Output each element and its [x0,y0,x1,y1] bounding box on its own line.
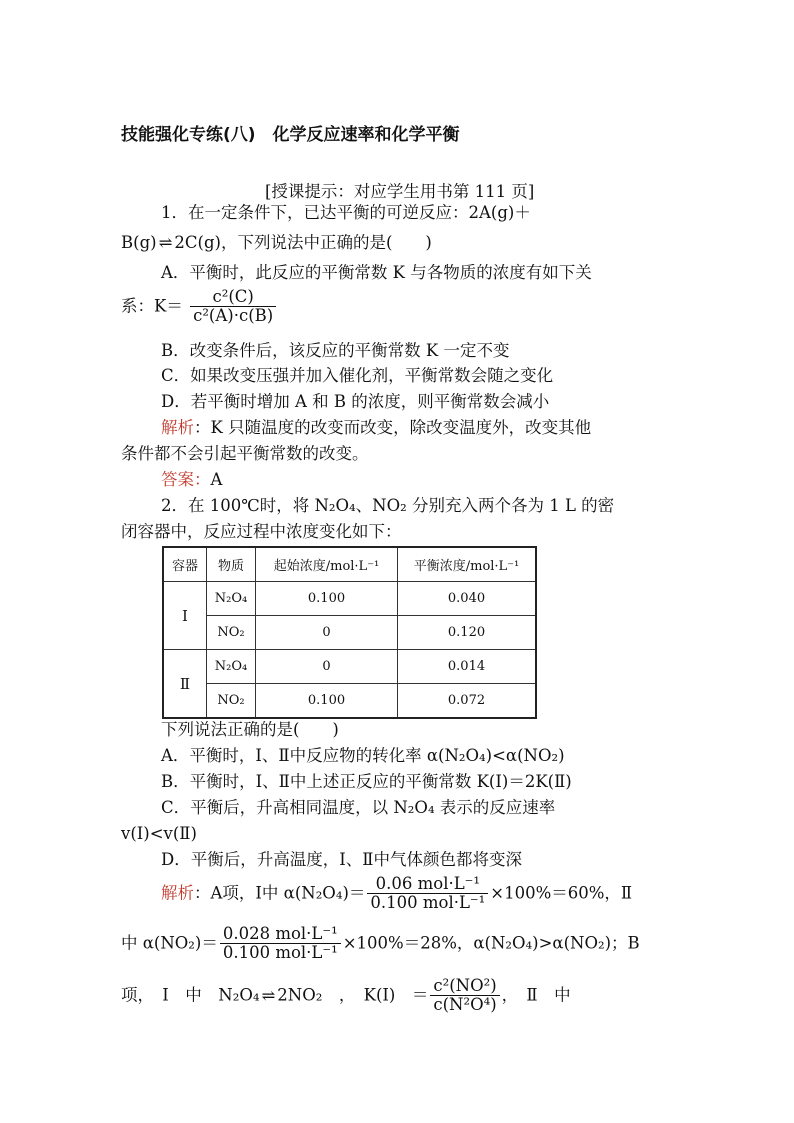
table-cell: Ⅰ [163,582,207,650]
concentration-table [162,546,537,719]
q1-option-b: B．改变条件后，该反应的平衡常数 K 一定不变 [161,341,510,360]
q1-option-d: D．若平衡时增加 A 和 B 的浓度，则平衡常数会减小 [161,392,550,411]
equilibrium-constant-fraction: $\frac{\text{c²(C)}}{\text{c²(A)·c(B)}}$ [190,288,276,325]
table-row [163,582,536,616]
reversible-arrow-icon: ⇌ [261,985,276,1005]
k1-fraction: $\frac{\text{c²(NO²)}}{\text{c(N²O⁴)}}$ [430,977,499,1014]
q2-option-c: C．平衡后，升高相同温度，以 N₂O₄ 表示的反应速率 [161,798,556,817]
q1-answer: 答案：A [161,470,223,489]
table-cell: 0 [256,616,398,650]
q2-option-d: D．平衡后，升高温度，Ⅰ、Ⅱ中气体颜色都将变深 [161,850,522,869]
table-row [163,616,536,650]
answer-label: 答案： [161,470,211,489]
table-cell: 0.014 [398,650,537,684]
textbook-hint: [授课提示：对应学生用书第 111 页] [265,182,535,201]
q1-stem-line1: 1．在一定条件下，已达平衡的可逆反应：2A(g)＋ [161,203,531,222]
q1-option-c: C．如果改变压强并加入催化剂，平衡常数会随之变化 [161,366,554,385]
q2-analysis-line1: 解析：A项，Ⅰ中 α(N₂O₄)＝ $\frac{\text{0.06 mol·L⁻¹}}{\text{0.100 mol·L⁻¹}}$ ×100%＝60%，Ⅱ [161,874,633,912]
table-cell: 0.040 [398,582,537,616]
q2-option-b: B．平衡时，Ⅰ、Ⅱ中上述正反应的平衡常数 K(Ⅰ)＝2K(Ⅱ) [161,772,572,791]
table-cell: Ⅱ [163,650,207,719]
table-header: 容器 [163,547,207,582]
table-header: 平衡浓度/mol·L⁻¹ [398,547,537,582]
conversion-fraction-2: $\frac{\text{0.028 mol·L⁻¹}}{\text{0.100 mol·L⁻¹}}$ [220,925,341,962]
table-cell: NO₂ [207,684,256,719]
table-row [163,650,536,684]
analysis-label: 解析 [161,418,194,437]
q2-stem-line1: 2．在 100℃时，将 N₂O₄、NO₂ 分别充入两个各为 1 L 的密 [161,496,615,515]
table-cell: N₂O₄ [207,650,256,684]
table-row [163,684,536,719]
table-header-row [163,547,536,582]
table-cell: 0.072 [398,684,537,719]
table-cell: 0 [256,650,398,684]
table-header: 物质 [207,547,256,582]
table-cell: 0.100 [256,684,398,719]
analysis-label: 解析 [161,883,194,903]
conversion-fraction-1: $\frac{\text{0.06 mol·L⁻¹}}{\text{0.100 mol·L⁻¹}}$ [367,875,488,912]
table-cell: 0.120 [398,616,537,650]
q1-analysis: 解析：K 只随温度的改变而改变，除改变温度外，改变其他 [161,418,592,437]
q1-stem-line2: B(g) ⇌ 2C(g)，下列说法中正确的是( ) [121,233,432,252]
table-cell: N₂O₄ [207,582,256,616]
q2-option-a: A．平衡时，Ⅰ、Ⅱ中反应物的转化率 α(N₂O₄)<α(NO₂) [161,746,565,765]
table-header: 起始浓度/mol·L⁻¹ [256,547,398,582]
q1-option-a: A．平衡时，此反应的平衡常数 K 与各物质的浓度有如下关 [161,263,592,282]
q2-analysis-line3: 项， Ⅰ 中 N₂O₄ ⇌ 2NO₂ ， K(Ⅰ) ＝ $\frac{\text{c²(NO²)}}{\text{c(N²O⁴)}}$ ， Ⅱ 中 [121,976,571,1014]
reversible-arrow-icon: ⇌ [158,233,173,252]
q2-analysis-line2: 中 α(NO₂)＝ $\frac{\text{0.028 mol·L⁻¹}}{\text{0.100 mol·L⁻¹}}$ ×100%＝28%，α(N₂O₄)>α(NO₂)；B [121,924,640,962]
q2-option-c-line2: v(Ⅰ)<v(Ⅱ) [121,824,197,843]
q2-stem-line2: 闭容器中，反应过程中浓度变化如下： [121,522,402,541]
q1-analysis-line2: 条件都不会引起平衡常数的改变。 [121,444,369,463]
q2-ask: 下列说法正确的是( ) [161,720,339,739]
page-title: 技能强化专练(八) 化学反应速率和化学平衡 [121,125,460,145]
table-cell: NO₂ [207,616,256,650]
table-cell: 0.100 [256,582,398,616]
q1-option-a-formula: 系：K＝ $\frac{\text{c²(C)}}{\text{c²(A)·c(B)}}$ [121,288,278,325]
